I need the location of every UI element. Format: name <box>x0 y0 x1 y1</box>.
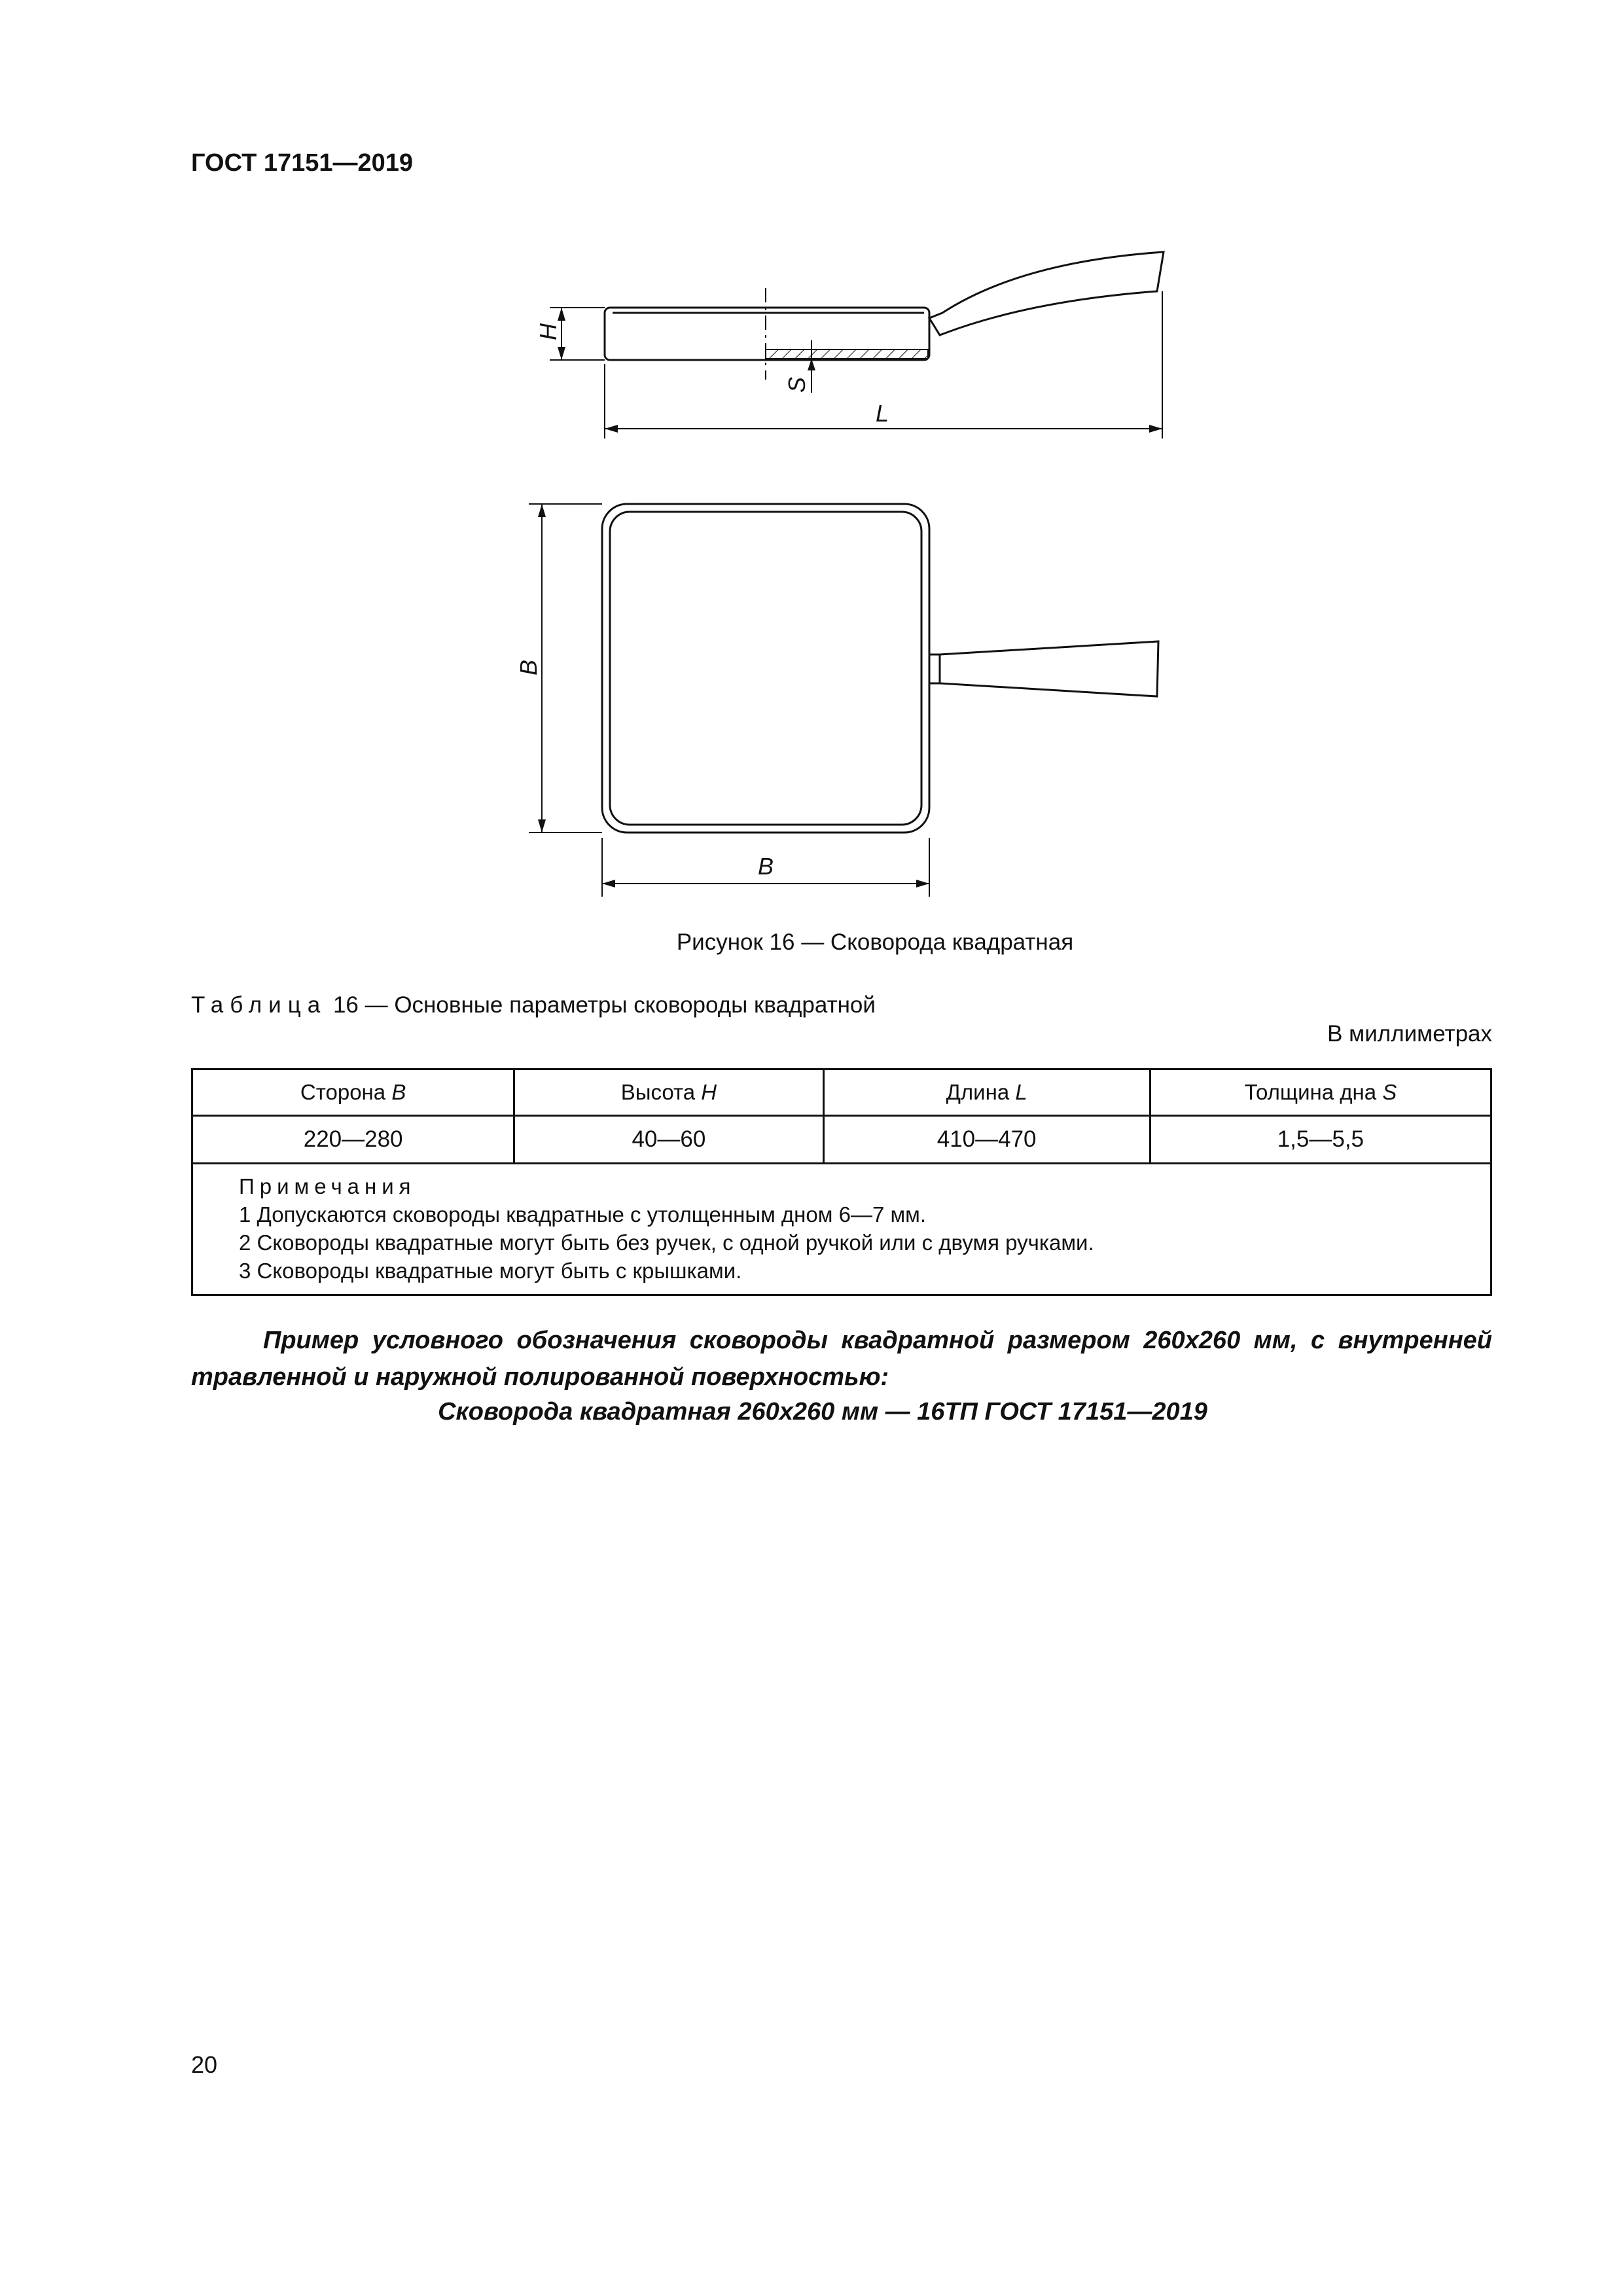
note-3: 3 Сковороды квадратные могут быть с крышками. <box>239 1259 742 1283</box>
pan-rim-top <box>602 504 929 833</box>
example-intro: Пример условного обозначения сковороды квадратной размером 260x260 мм, с внутренней травленной и наружной полированной поверхностью: <box>191 1327 1492 1391</box>
parameters-table <box>191 1068 1492 1296</box>
column-header-height: Высота H <box>514 1069 823 1116</box>
column-header-thickness: Толщина дна S <box>1150 1069 1491 1116</box>
column-header-side: Сторона B <box>192 1069 514 1116</box>
dimension-arrows-top <box>538 504 929 888</box>
table-row <box>192 1116 1491 1164</box>
side-view <box>550 252 1164 439</box>
label-S: S <box>783 376 810 393</box>
column-header-length: Длина L <box>823 1069 1150 1116</box>
cell-thickness: 1,5—5,5 <box>1150 1116 1491 1164</box>
document-header: ГОСТ 17151—2019 <box>191 149 414 177</box>
cell-length: 410—470 <box>823 1116 1150 1164</box>
label-L: L <box>876 400 889 427</box>
page-number: 20 <box>191 2051 218 2078</box>
cell-height: 40—60 <box>514 1116 823 1164</box>
notes-title: Примечания <box>239 1174 416 1198</box>
table-notes <box>192 1164 1491 1295</box>
note-2: 2 Сковороды квадратные могут быть без ручек, с одной ручкой или с двумя ручками. <box>239 1230 1094 1255</box>
handle-top <box>940 641 1158 696</box>
table-title-prefix: Таблица <box>191 992 327 1018</box>
top-view <box>529 504 1158 897</box>
table-notes-row <box>192 1164 1491 1295</box>
figure-caption: Рисунок 16 — Сковорода квадратная <box>676 929 1074 955</box>
dimension-arrows <box>558 308 1162 433</box>
cell-side: 220—280 <box>192 1116 514 1164</box>
table-header-row <box>192 1069 1491 1116</box>
label-H: H <box>535 323 562 340</box>
note-1: 1 Допускаются сковороды квадратные с утолщенным дном 6—7 мм. <box>239 1202 927 1227</box>
figure-16-square-pan <box>497 236 1191 916</box>
table-units: В миллиметрах <box>1327 1021 1492 1047</box>
example-designation: Сковорода квадратная 260x260 мм — 16ТП ГОСТ 17151—2019 <box>438 1398 1207 1426</box>
table-title-text: 16 — Основные параметры сковороды квадратной <box>327 992 876 1018</box>
handle-side <box>929 252 1164 335</box>
label-B-horizontal: B <box>758 853 774 880</box>
label-B-vertical: B <box>515 659 542 675</box>
table-title <box>191 992 876 1018</box>
